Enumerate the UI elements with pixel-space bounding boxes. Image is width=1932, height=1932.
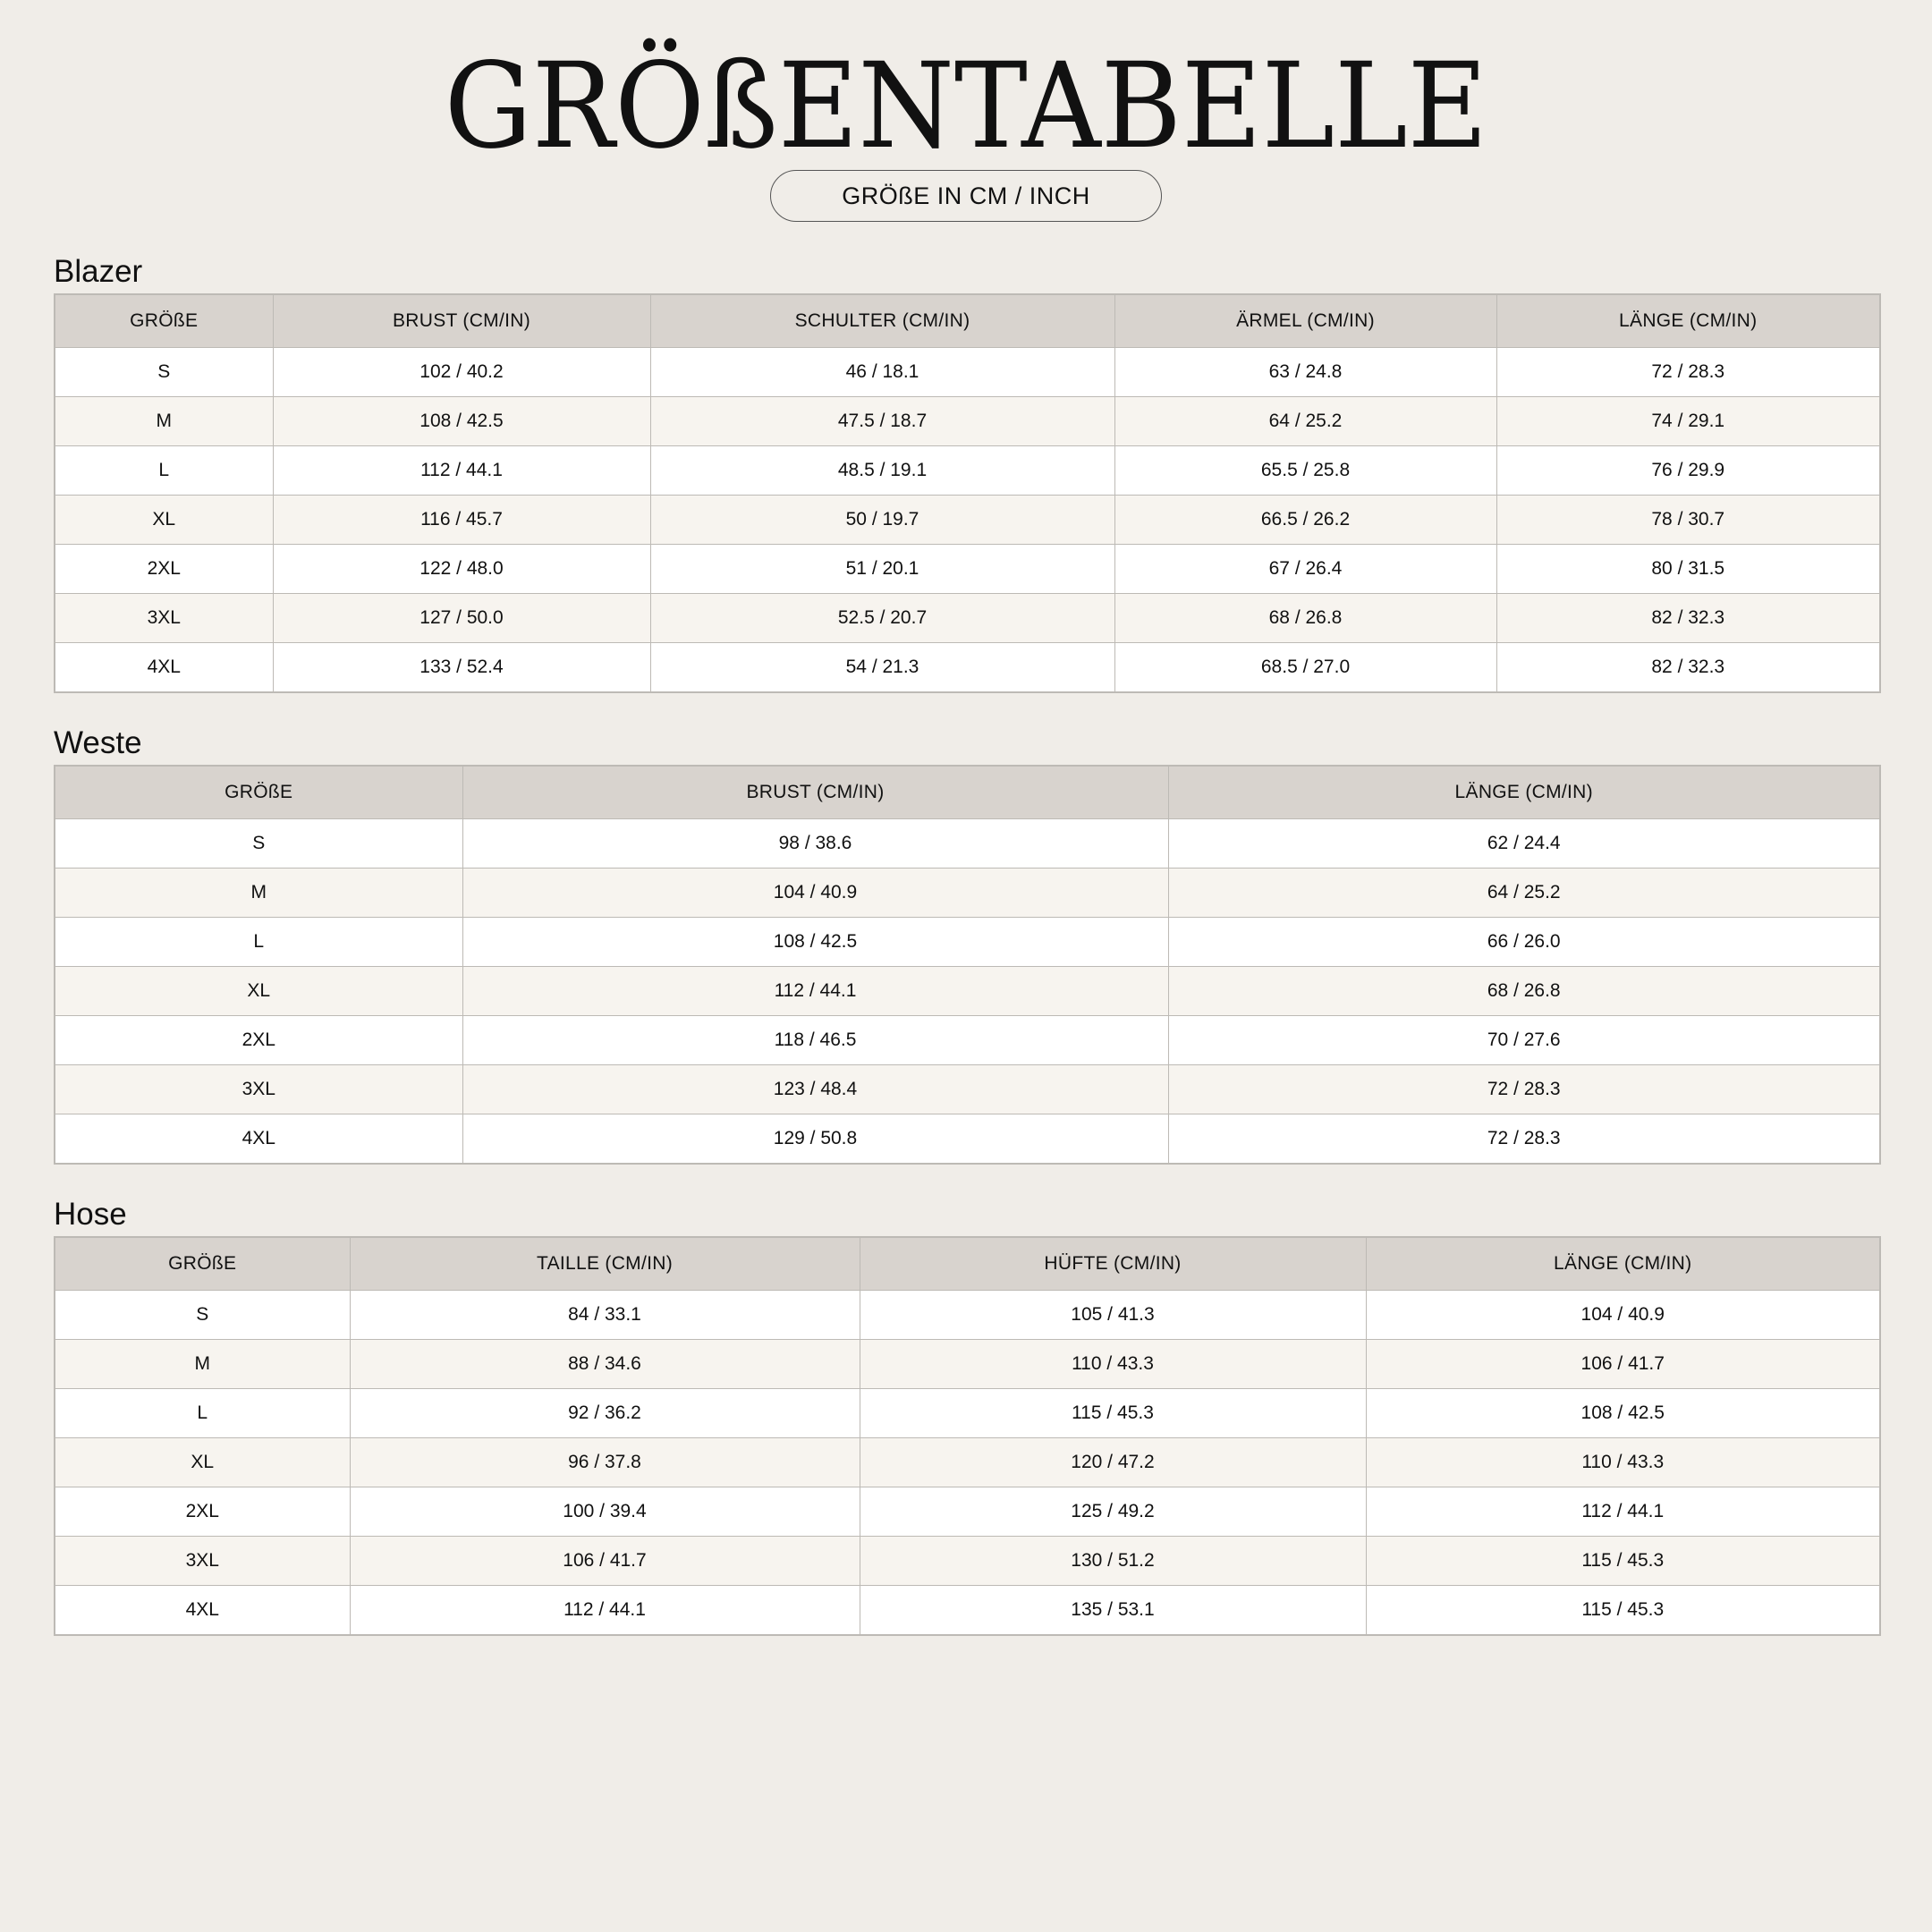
column-header: BRUST (CM/IN) [273, 294, 650, 348]
table-cell: 108 / 42.5 [273, 397, 650, 446]
table-cell: 68 / 26.8 [1114, 594, 1496, 643]
table-row [55, 496, 1880, 545]
table-cell: 70 / 27.6 [1168, 1016, 1880, 1065]
table-cell: 112 / 44.1 [273, 446, 650, 496]
table-cell: XL [55, 496, 273, 545]
table-row [55, 348, 1880, 397]
table-header-row [55, 294, 1880, 348]
table-row [55, 1291, 1880, 1340]
table-row [55, 819, 1880, 869]
table-cell: 48.5 / 19.1 [650, 446, 1114, 496]
page-title: GRÖßENTABELLE [444, 38, 1488, 175]
table-cell: 122 / 48.0 [273, 545, 650, 594]
table-cell: 125 / 49.2 [860, 1487, 1366, 1537]
table-cell: 106 / 41.7 [1366, 1340, 1880, 1389]
column-header: LÄNGE (CM/IN) [1366, 1237, 1880, 1291]
table-cell: 68.5 / 27.0 [1114, 643, 1496, 693]
column-header: LÄNGE (CM/IN) [1168, 766, 1880, 819]
table-cell: 3XL [55, 594, 273, 643]
column-header: GRÖßE [55, 1237, 350, 1291]
table-cell: 118 / 46.5 [462, 1016, 1168, 1065]
table-cell: XL [55, 1438, 350, 1487]
column-header: GRÖßE [55, 294, 273, 348]
table-cell: 65.5 / 25.8 [1114, 446, 1496, 496]
table-cell: 135 / 53.1 [860, 1586, 1366, 1636]
table-row [55, 1438, 1880, 1487]
table-cell: 47.5 / 18.7 [650, 397, 1114, 446]
table-cell: 4XL [55, 1114, 462, 1165]
table-cell: 64 / 25.2 [1114, 397, 1496, 446]
table-cell: 130 / 51.2 [860, 1537, 1366, 1586]
table-row [55, 643, 1880, 693]
column-header: HÜFTE (CM/IN) [860, 1237, 1366, 1291]
table-cell: 2XL [55, 1016, 462, 1065]
table-cell: L [55, 1389, 350, 1438]
hose-size-table [54, 1236, 1881, 1636]
table-row [55, 446, 1880, 496]
table-row [55, 1114, 1880, 1165]
table-cell: 112 / 44.1 [1366, 1487, 1880, 1537]
table-cell: 106 / 41.7 [350, 1537, 860, 1586]
table-row [55, 869, 1880, 918]
table-cell: 74 / 29.1 [1496, 397, 1880, 446]
column-header: BRUST (CM/IN) [462, 766, 1168, 819]
blazer-section [54, 252, 1879, 693]
table-header-row [55, 766, 1880, 819]
table-row [55, 1487, 1880, 1537]
table-cell: 110 / 43.3 [1366, 1438, 1880, 1487]
table-cell: 72 / 28.3 [1168, 1065, 1880, 1114]
table-cell: 127 / 50.0 [273, 594, 650, 643]
table-cell: 66 / 26.0 [1168, 918, 1880, 967]
column-header: LÄNGE (CM/IN) [1496, 294, 1880, 348]
table-cell: 67 / 26.4 [1114, 545, 1496, 594]
table-header-row [55, 1237, 1880, 1291]
table-row [55, 1065, 1880, 1114]
section-heading: Blazer [54, 254, 143, 289]
table-row [55, 1340, 1880, 1389]
table-cell: 112 / 44.1 [350, 1586, 860, 1636]
table-cell: 66.5 / 26.2 [1114, 496, 1496, 545]
table-cell: 78 / 30.7 [1496, 496, 1880, 545]
table-cell: 4XL [55, 1586, 350, 1636]
column-header: SCHULTER (CM/IN) [650, 294, 1114, 348]
table-cell: 3XL [55, 1537, 350, 1586]
table-row [55, 918, 1880, 967]
table-row [55, 967, 1880, 1016]
table-cell: 2XL [55, 545, 273, 594]
weste-size-table [54, 765, 1881, 1165]
table-cell: M [55, 397, 273, 446]
table-cell: 46 / 18.1 [650, 348, 1114, 397]
table-cell: 84 / 33.1 [350, 1291, 860, 1340]
blazer-size-table [54, 293, 1881, 693]
table-cell: 76 / 29.9 [1496, 446, 1880, 496]
table-cell: 110 / 43.3 [860, 1340, 1366, 1389]
table-cell: 129 / 50.8 [462, 1114, 1168, 1165]
table-cell: 50 / 19.7 [650, 496, 1114, 545]
table-cell: 133 / 52.4 [273, 643, 650, 693]
table-cell: 112 / 44.1 [462, 967, 1168, 1016]
table-cell: M [55, 869, 462, 918]
table-cell: 115 / 45.3 [1366, 1537, 1880, 1586]
table-cell: M [55, 1340, 350, 1389]
table-row [55, 1016, 1880, 1065]
table-cell: L [55, 918, 462, 967]
table-cell: 4XL [55, 643, 273, 693]
table-cell: 123 / 48.4 [462, 1065, 1168, 1114]
table-row [55, 545, 1880, 594]
column-header: TAILLE (CM/IN) [350, 1237, 860, 1291]
table-cell: 63 / 24.8 [1114, 348, 1496, 397]
table-row [55, 594, 1880, 643]
table-cell: 98 / 38.6 [462, 819, 1168, 869]
table-cell: 3XL [55, 1065, 462, 1114]
table-cell: 102 / 40.2 [273, 348, 650, 397]
table-cell: 115 / 45.3 [860, 1389, 1366, 1438]
table-row [55, 1537, 1880, 1586]
table-cell: S [55, 1291, 350, 1340]
table-cell: L [55, 446, 273, 496]
table-cell: S [55, 819, 462, 869]
table-cell: 92 / 36.2 [350, 1389, 860, 1438]
table-cell: 72 / 28.3 [1168, 1114, 1880, 1165]
table-cell: 120 / 47.2 [860, 1438, 1366, 1487]
table-cell: 96 / 37.8 [350, 1438, 860, 1487]
table-cell: 2XL [55, 1487, 350, 1537]
table-cell: 105 / 41.3 [860, 1291, 1366, 1340]
table-row [55, 1586, 1880, 1636]
table-cell: 52.5 / 20.7 [650, 594, 1114, 643]
section-heading: Hose [54, 1197, 127, 1232]
weste-section [54, 724, 1879, 1165]
table-cell: 104 / 40.9 [462, 869, 1168, 918]
table-cell: 108 / 42.5 [462, 918, 1168, 967]
hose-section [54, 1195, 1879, 1636]
table-cell: 100 / 39.4 [350, 1487, 860, 1537]
table-cell: 62 / 24.4 [1168, 819, 1880, 869]
table-cell: 88 / 34.6 [350, 1340, 860, 1389]
table-cell: 80 / 31.5 [1496, 545, 1880, 594]
table-cell: 51 / 20.1 [650, 545, 1114, 594]
table-cell: 72 / 28.3 [1496, 348, 1880, 397]
table-cell: 68 / 26.8 [1168, 967, 1880, 1016]
table-cell: XL [55, 967, 462, 1016]
table-cell: 64 / 25.2 [1168, 869, 1880, 918]
table-cell: 54 / 21.3 [650, 643, 1114, 693]
table-cell: 115 / 45.3 [1366, 1586, 1880, 1636]
units-badge: GRÖßE IN CM / INCH [770, 170, 1162, 222]
table-cell: 104 / 40.9 [1366, 1291, 1880, 1340]
column-header: ÄRMEL (CM/IN) [1114, 294, 1496, 348]
table-cell: 108 / 42.5 [1366, 1389, 1880, 1438]
table-cell: 82 / 32.3 [1496, 643, 1880, 693]
table-cell: S [55, 348, 273, 397]
table-cell: 116 / 45.7 [273, 496, 650, 545]
table-row [55, 1389, 1880, 1438]
section-heading: Weste [54, 725, 142, 760]
column-header: GRÖßE [55, 766, 462, 819]
table-row [55, 397, 1880, 446]
table-cell: 82 / 32.3 [1496, 594, 1880, 643]
